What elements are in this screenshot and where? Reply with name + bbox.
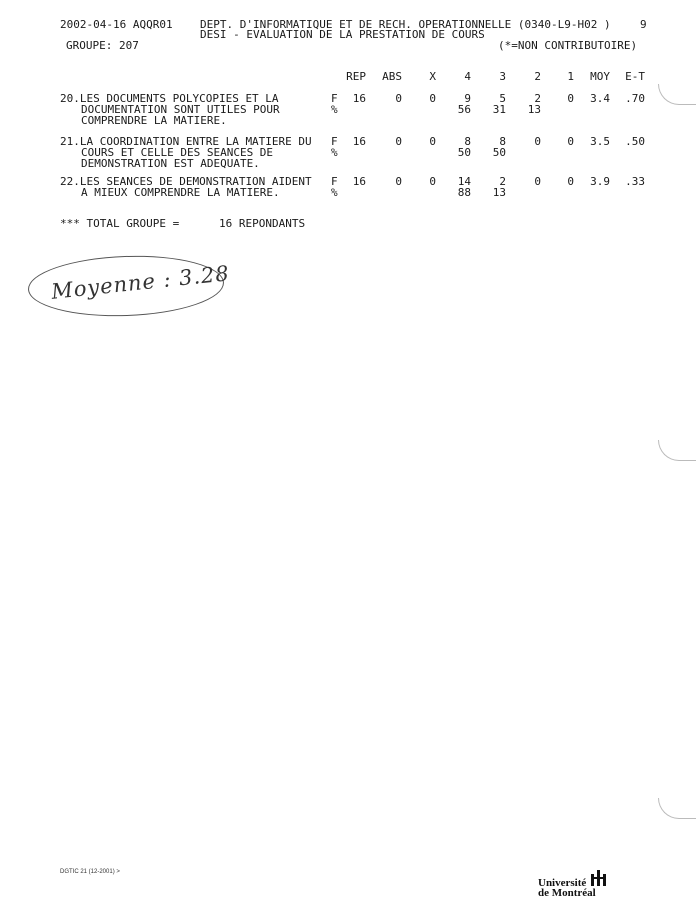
pct-3: 50 xyxy=(492,146,506,159)
x-value: 0 xyxy=(429,175,436,188)
col-header-abs: ABS xyxy=(382,70,402,83)
rep-value: 16 xyxy=(352,92,366,105)
frequency-label: F xyxy=(331,92,338,105)
university-emblem-icon xyxy=(590,870,608,886)
col-header-rep: REP xyxy=(346,70,366,83)
non-contributory-note: (*=NON CONTRIBUTOIRE) xyxy=(498,39,638,52)
col-header-4: 4 xyxy=(464,70,471,83)
freq-4: 14 xyxy=(457,175,471,188)
total-group-label: *** TOTAL GROUPE = xyxy=(60,217,180,230)
x-value: 0 xyxy=(429,92,436,105)
pct-4: 50 xyxy=(457,146,471,159)
question-line: A MIEUX COMPRENDRE LA MATIERE. xyxy=(81,186,280,199)
freq-4: 9 xyxy=(464,92,471,105)
question-line: LA COORDINATION ENTRE LA MATIERE DU xyxy=(79,135,312,148)
pct-3: 13 xyxy=(492,186,506,199)
question-number: 21. xyxy=(60,135,80,148)
freq-1: 0 xyxy=(567,175,574,188)
question-line: LES DOCUMENTS POLYCOPIES ET LA xyxy=(79,92,279,105)
percent-label: % xyxy=(331,103,338,116)
handwritten-average-text: Moyenne : 3.28 xyxy=(50,261,231,304)
col-header-moy: MOY xyxy=(590,70,610,83)
pct-4: 88 xyxy=(457,186,471,199)
group-label: GROUPE: 207 xyxy=(66,39,139,52)
pct-2: 13 xyxy=(527,103,541,116)
logo-text-line1: Université xyxy=(538,877,587,889)
question-line: DOCUMENTATION SONT UTILES POUR xyxy=(81,103,280,116)
mean-value: 3.4 xyxy=(590,92,610,105)
mean-value: 3.9 xyxy=(590,175,610,188)
punch-mark xyxy=(658,84,696,105)
percent-label: % xyxy=(331,186,338,199)
freq-2: 0 xyxy=(534,175,541,188)
freq-3: 2 xyxy=(499,175,506,188)
pct-3: 31 xyxy=(492,103,506,116)
freq-2: 0 xyxy=(534,135,541,148)
punch-mark xyxy=(658,798,696,819)
form-title: DESI - EVALUATION DE LA PRESTATION DE COURS xyxy=(200,28,485,41)
frequency-label: F xyxy=(331,135,338,148)
question-line: DEMONSTRATION EST ADEQUATE. xyxy=(81,157,260,170)
page-number: 9 xyxy=(640,18,647,31)
total-group-value: 16 REPONDANTS xyxy=(219,217,306,230)
std-dev-value: .33 xyxy=(625,175,645,188)
mean-value: 3.5 xyxy=(590,135,610,148)
col-header-1: 1 xyxy=(567,70,574,83)
pct-4: 56 xyxy=(457,103,471,116)
question-number: 22. xyxy=(60,175,80,188)
department-title: DEPT. D'INFORMATIQUE ET DE RECH. OPERATIONNELLE (0340-L9-H02 ) xyxy=(200,18,611,31)
punch-mark xyxy=(658,440,696,461)
std-dev-value: .50 xyxy=(625,135,645,148)
question-line: LES SEANCES DE DEMONSTRATION AIDENT xyxy=(79,175,312,188)
freq-3: 5 xyxy=(499,92,506,105)
col-header-2: 2 xyxy=(534,70,541,83)
std-dev-value: .70 xyxy=(625,92,645,105)
handwritten-average-oval xyxy=(27,253,231,320)
logo-text-line2: de Montréal xyxy=(538,887,596,899)
abs-value: 0 xyxy=(395,135,402,148)
percent-label: % xyxy=(331,146,338,159)
freq-1: 0 xyxy=(567,135,574,148)
form-code: DGTIC 21 (12-2001) > xyxy=(60,869,120,875)
col-header-et: E-T xyxy=(625,70,645,83)
report-date-code: 2002-04-16 AQQR01 xyxy=(60,18,173,31)
rep-value: 16 xyxy=(352,135,366,148)
question-line: COMPRENDRE LA MATIERE. xyxy=(81,114,227,127)
col-header-3: 3 xyxy=(499,70,506,83)
abs-value: 0 xyxy=(395,175,402,188)
university-logo xyxy=(538,870,618,898)
freq-3: 8 xyxy=(499,135,506,148)
freq-1: 0 xyxy=(567,92,574,105)
rep-value: 16 xyxy=(352,175,366,188)
frequency-label: F xyxy=(331,175,338,188)
x-value: 0 xyxy=(429,135,436,148)
abs-value: 0 xyxy=(395,92,402,105)
col-header-x: X xyxy=(429,70,436,83)
question-number: 20. xyxy=(60,92,80,105)
freq-2: 2 xyxy=(534,92,541,105)
question-line: COURS ET CELLE DES SEANCES DE xyxy=(81,146,274,159)
freq-4: 8 xyxy=(464,135,471,148)
